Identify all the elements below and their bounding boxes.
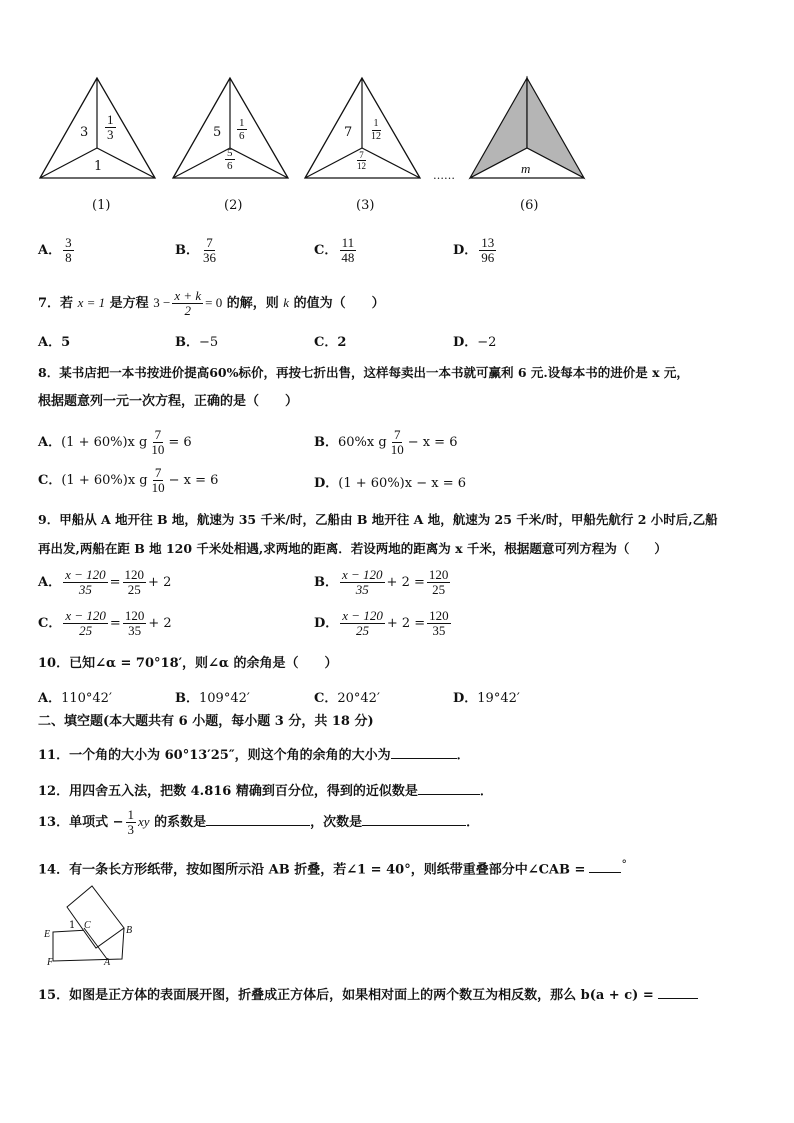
q14-label-a: A <box>104 957 111 968</box>
question-7: 7．若 x = 1 是方程 3 − $\frac{x + k}{2}$ = 0 的解，则 k 的值为（ ） <box>38 288 385 318</box>
question-14: 14．有一条长方形纸带，按如图所示沿 AB 折叠，若∠1 = 40°，则纸带重叠部分中∠CAB = ° <box>38 858 627 878</box>
q7-option-d[interactable]: D．−2 <box>453 335 497 350</box>
q6-option-c[interactable]: C． $\frac{11}{48}$ <box>314 235 355 265</box>
section-2-heading: 二、填空题(本大题共有 6 小题，每小题 3 分，共 18 分) <box>38 714 374 729</box>
question-10: 10．已知∠α = 70°18′，则∠α 的余角是（ ） <box>38 656 338 671</box>
q8-line-2: 根据题意列一元一次方程，正确的是（ ） <box>38 394 299 409</box>
tri1-bottom-label: 1 <box>94 159 103 174</box>
q10-option-c[interactable]: C．20°42′ <box>314 691 380 706</box>
q14-answer-blank[interactable] <box>589 860 621 873</box>
tri2-top-fraction: $\frac{1}{6}$ <box>239 117 245 142</box>
q9-option-c[interactable]: C． $\frac{x - 120}{25}$ = $\frac{120}{35}$ + 2 <box>38 608 172 638</box>
q10-option-b[interactable]: B．109°42′ <box>175 691 250 706</box>
q14-label-b: B <box>126 925 133 936</box>
triangle-figures <box>0 70 794 220</box>
q10-option-d[interactable]: D．19°42′ <box>453 691 520 706</box>
q14-label-angle-1: 1 <box>69 920 76 931</box>
q8-option-d[interactable]: D．(1 + 60%)x − x = 6 <box>314 476 466 491</box>
q9-option-b[interactable]: B． $\frac{x - 120}{35}$ + 2 = $\frac{120}{25}$ <box>314 567 449 597</box>
q7-option-a[interactable]: A．5 <box>38 335 71 350</box>
q6-option-d[interactable]: D． $\frac{13}{96}$ <box>453 235 495 265</box>
q15-answer-blank[interactable] <box>658 986 698 999</box>
q11-answer-blank[interactable] <box>391 746 457 759</box>
tri1-top-fraction: $\frac{1}{3}$ <box>107 112 114 142</box>
q9-option-d[interactable]: D． $\frac{x - 120}{25}$ + 2 = $\frac{120}{35}$ <box>314 608 449 638</box>
tri3-top-fraction: $\frac{1}{12}$ <box>371 118 381 142</box>
q14-label-c: C <box>84 920 91 931</box>
tri3-caption: (3) <box>356 198 375 213</box>
question-13: 13．单项式 − $\frac{1}{3}$ xy 的系数是 ，次数是 ． <box>38 807 480 837</box>
tri2-caption: (2) <box>224 198 243 213</box>
q8-line-1: 8．某书店把一本书按进价提高60%标价，再按七折出售，这样每卖出一本书就可赢利 6 元.设每本书的进价是 x 元， <box>38 365 689 380</box>
tri2-bottom-fraction: $\frac{5}{6}$ <box>227 147 233 172</box>
q9-line-1: 9．甲船从 A 地开往 B 地，航速为 35 千米/时，乙船由 B 地开往 A 地，航速为 25 千米/时，甲船先航行 2 小时后,乙船 <box>38 512 718 527</box>
q13-coefficient-blank[interactable] <box>206 813 310 826</box>
q13-degree-blank[interactable] <box>362 813 466 826</box>
tri6-bottom-label: m <box>521 161 531 176</box>
tri3-left-label: 7 <box>344 125 353 140</box>
q14-label-f: F <box>47 957 54 968</box>
question-12: 12．用四舍五入法，把数 4.816 精确到百分位，得到的近似数是 ． <box>38 784 493 799</box>
question-15: 15．如图是正方体的表面展开图，折叠成正方体后，如果相对面上的两个数互为相反数，那么 b(a + c) = <box>38 984 698 1003</box>
q8-option-c[interactable]: C．(1 + 60%)x g $\frac{7}{10}$ − x = 6 <box>38 465 219 495</box>
q7-option-b[interactable]: B．−5 <box>175 335 219 350</box>
q9-line-2: 再出发,两船在距 B 地 120 千米处相遇,求两地的距离．若设两地的距离为 x 千米，根据题意可列方程为（ ） <box>38 541 667 556</box>
q14-label-e: E <box>44 929 51 940</box>
q6-option-b[interactable]: B． $\frac{7}{36}$ <box>175 235 216 265</box>
q8-option-b[interactable]: B．60%x g $\frac{7}{10}$ − x = 6 <box>314 427 458 457</box>
figure-ellipsis: …… <box>433 169 455 182</box>
q6-option-a[interactable]: A． $\frac{3}{8}$ <box>38 235 72 265</box>
tri6-caption: (6) <box>520 198 539 213</box>
q7-option-c[interactable]: C．2 <box>314 335 347 350</box>
q8-option-a[interactable]: A．(1 + 60%)x g $\frac{7}{10}$ = 6 <box>38 427 192 457</box>
tri3-bottom-fraction: $\frac{7}{12}$ <box>357 150 366 171</box>
q12-answer-blank[interactable] <box>418 782 480 795</box>
q14-folded-strip-figure <box>40 880 150 970</box>
question-11: 11．一个角的大小为 60°13′25″，则这个角的余角的大小为 ． <box>38 748 470 763</box>
tri1-left-label: 3 <box>80 125 89 140</box>
tri2-left-label: 5 <box>213 125 222 140</box>
q9-option-a[interactable]: A． $\frac{x - 120}{35}$ = $\frac{120}{25}$ + 2 <box>38 567 172 597</box>
tri1-caption: (1) <box>92 198 111 213</box>
q10-option-a[interactable]: A．110°42′ <box>38 691 112 706</box>
